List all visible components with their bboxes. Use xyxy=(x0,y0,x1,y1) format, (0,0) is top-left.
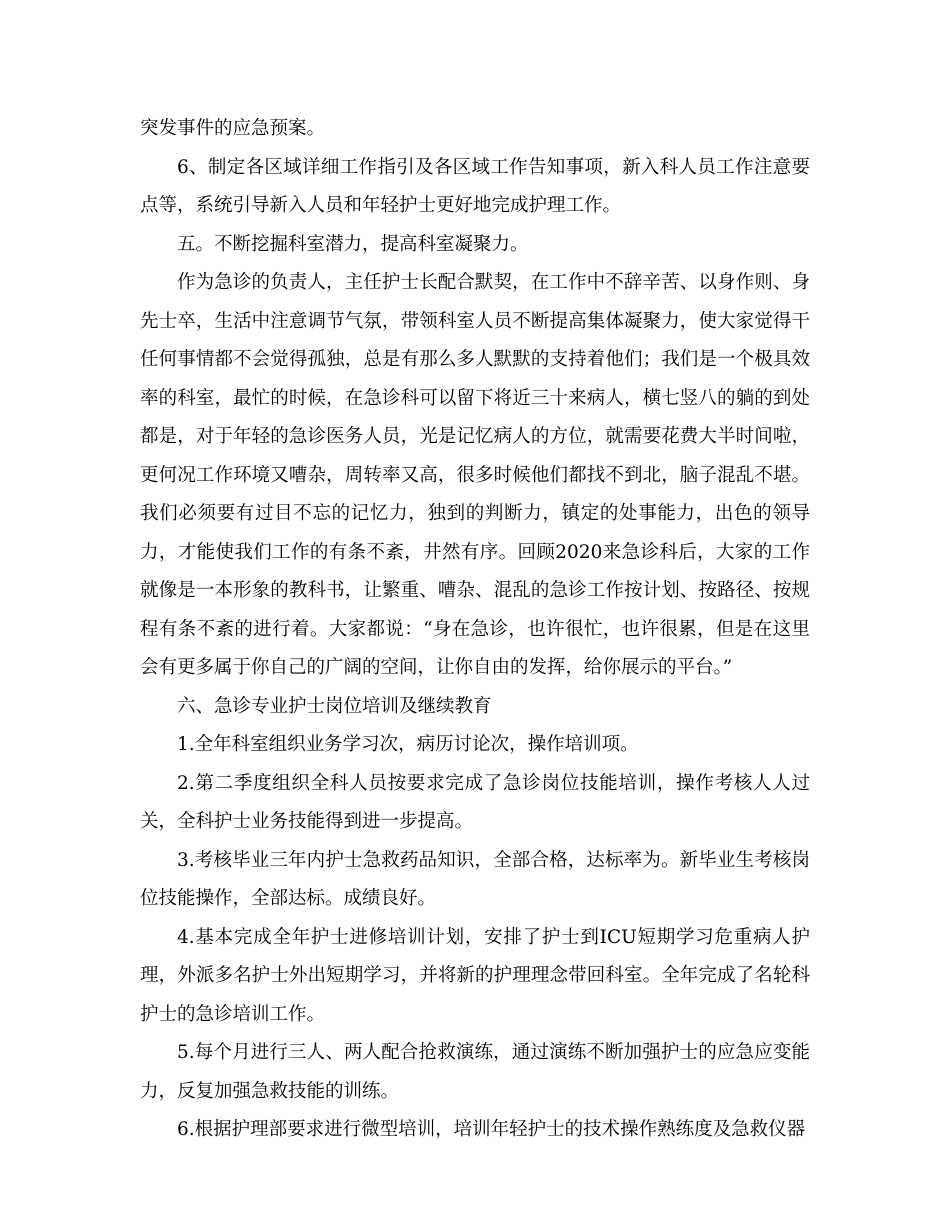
paragraph-item-4: 4.基本完成全年护士进修培训计划，安排了护士到ICU短期学习危重病人护理，外派多名护士外出短期学习，并将新的护理理念带回科室。全年完成了名轮科护士的急诊培训工作。 xyxy=(140,926,810,1025)
paragraph-item-6-guidelines: 6、制定各区域详细工作指引及各区域工作告知事项，新入科人员工作注意要点等，系统引导新入人员和年轻护士更好地完成护理工作。 xyxy=(140,156,810,216)
document-page xyxy=(140,110,810,1150)
section-heading-6: 六、急诊专业护士岗位培训及继续教育 xyxy=(177,695,492,717)
paragraph-item-2: 2.第二季度组织全科人员按要求完成了急诊岗位技能培训，操作考核人人过关，全科护士业务技能得到进一步提高。 xyxy=(140,772,810,832)
paragraph-item-5: 5.每个月进行三人、两人配合抢救演练，通过演练不断加强护士的应急应变能力，反复加强急救技能的训练。 xyxy=(140,1042,810,1102)
paragraph-item-6-training: 6.根据护理部要求进行微型培训，培训年轻护士的技术操作熟练度及急救仪器 xyxy=(177,1119,806,1140)
paragraph-item-1: 1.全年科室组织业务学习次，病历讨论次，操作培训项。 xyxy=(177,734,639,755)
section-heading-5: 五。不断挖掘科室潜力，提高科室凝聚力。 xyxy=(177,233,529,255)
paragraph-team-cohesion: 作为急诊的负责人，主任护士长配合默契，在工作中不辞辛苦、以身作则、身先士卒，生活中注意调节气氛，带领科室人员不断提高集体凝聚力，使大家觉得干任何事情都不会觉得孤独，总是有那么多人默默的支持着他们；我们是一个极具效率的科室，最忙的时候，在急诊科可以留下将近三十来病人，横七竖八的躺的到处都是，对于年轻的急诊医务人员，光是记忆病人的方位，就需要花费大半时间啦，更何况工作环境又嘈杂，周转率又高，很多时候他们都找不到北，脑子混乱不堪。我们必须要有过目不忘的记忆力，独到的判断力，镇定的处事能力，出色的领导力，才能使我们工作的有条不紊，井然有序。回顾2020来急诊科后，大家的工作就像是一本形象的教科书，让繁重、嘈杂、混乱的急诊工作按计划、按路径、按规程有条不紊的进行着。大家都说：“身在急诊，也许很忙，也许很累，但是在这里会有更多属于你自己的广阔的空间，让你自由的发挥，给你展示的平台。” xyxy=(140,272,810,678)
paragraph-continuation: 突发事件的应急预案。 xyxy=(140,118,326,139)
paragraph-item-3: 3.考核毕业三年内护士急救药品知识，全部合格，达标率为。新毕业生考核岗位技能操作，全部达标。成绩良好。 xyxy=(140,849,810,909)
